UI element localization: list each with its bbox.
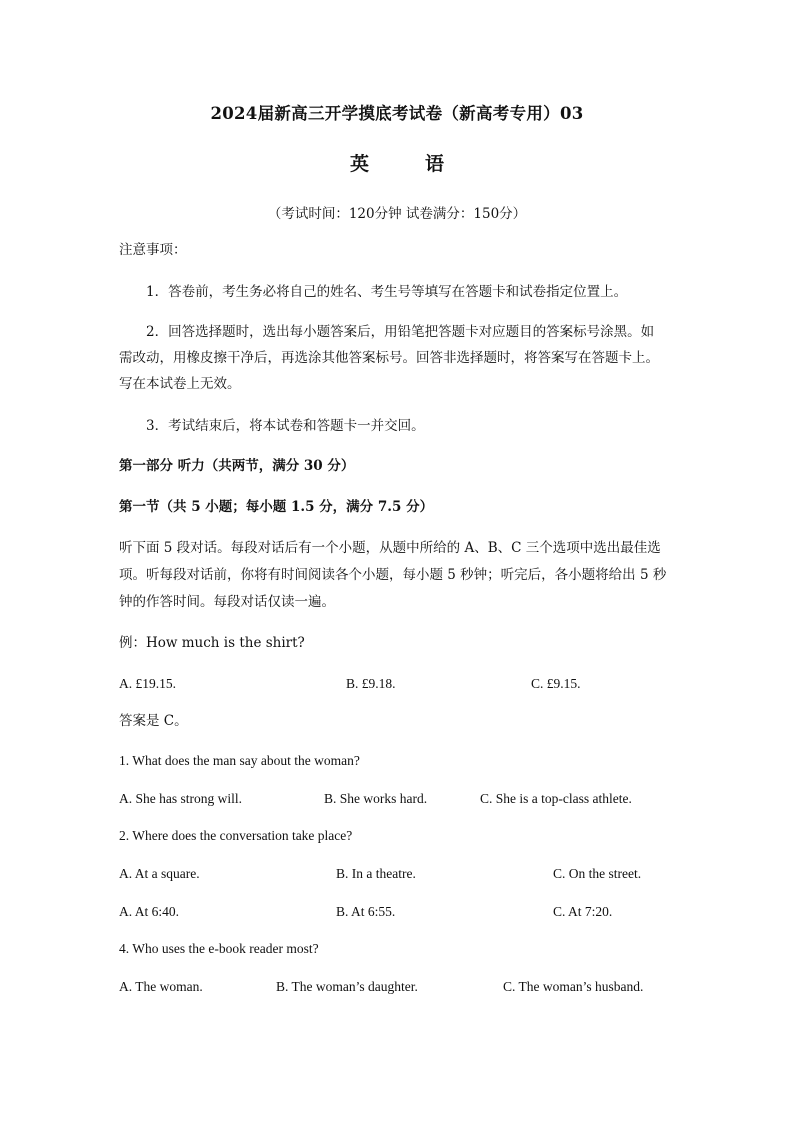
- exam-title: 2024届新高三开学摸底考试卷（新高考专用）03: [210, 104, 584, 123]
- instructions-line-1: 听下面 5 段对话。每段对话后有一个小题，从题中所给的 A、B、C 三个选项中选出最佳选: [119, 540, 661, 556]
- notice-item-2-line-3: 写在本试卷上无效。: [119, 376, 241, 392]
- q2-option-a: A. At a square.: [119, 866, 200, 881]
- exam-meta: （考试时间：120分钟 试卷满分：150分）: [267, 206, 527, 222]
- example-option-b: B. £9.18.: [346, 676, 396, 691]
- notice-item-1: 1．答卷前，考生务必将自己的姓名、考生号等填写在答题卡和试卷指定位置上。: [146, 284, 628, 300]
- q1-option-c: C. She is a top-class athlete.: [480, 791, 632, 806]
- q2-option-b: B. In a theatre.: [336, 866, 416, 881]
- q4-option-b: B. The woman’s daughter.: [276, 979, 418, 994]
- notice-item-2-line-2: 需改动，用橡皮擦干净后，再选涂其他答案标号。回答非选择题时，将答案写在答题卡上。: [119, 350, 659, 366]
- notice-item-3: 3．考试结束后，将本试卷和答题卡一并交回。: [146, 418, 425, 434]
- notice-item-2-line-1: 2．回答选择题时，选出每小题答案后，用铅笔把答题卡对应题目的答案标号涂黑。如: [146, 324, 655, 340]
- part1-heading: 第一部分 听力（共两节，满分 30 分）: [119, 458, 355, 474]
- instructions-line-2: 项。听每段对话前，你将有时间阅读各个小题，每小题 5 秒钟；听完后，各小题将给出 5 秒: [119, 567, 667, 583]
- q2-option-c: C. On the street.: [553, 866, 642, 881]
- question-2: 2. Where does the conversation take place?: [119, 828, 353, 843]
- example-question: 例：How much is the shirt?: [119, 635, 305, 651]
- q3-option-b: B. At 6:55.: [336, 904, 396, 919]
- notice-heading: 注意事项：: [119, 242, 187, 258]
- example-option-a: A. £19.15.: [119, 676, 176, 691]
- subject-char-1: 英: [349, 153, 369, 175]
- question-4: 4. Who uses the e-book reader most?: [119, 941, 319, 956]
- section1-heading: 第一节（共 5 小题；每小题 1.5 分，满分 7.5 分）: [119, 499, 434, 515]
- question-1: 1. What does the man say about the woman?: [119, 753, 360, 768]
- example-option-c: C. £9.15.: [531, 676, 581, 691]
- subject-heading: [0, 149, 794, 176]
- q1-option-a: A. She has strong will.: [119, 791, 242, 806]
- q4-option-a: A. The woman.: [119, 979, 203, 994]
- subject-char-2: 语: [425, 153, 445, 175]
- instructions-line-3: 钟的作答时间。每段对话仅读一遍。: [119, 594, 335, 610]
- q3-option-c: C. At 7:20.: [553, 904, 613, 919]
- q3-option-a: A. At 6:40.: [119, 904, 180, 919]
- example-answer: 答案是 C。: [119, 713, 188, 729]
- q4-option-c: C. The woman’s husband.: [503, 979, 644, 994]
- q1-option-b: B. She works hard.: [324, 791, 428, 806]
